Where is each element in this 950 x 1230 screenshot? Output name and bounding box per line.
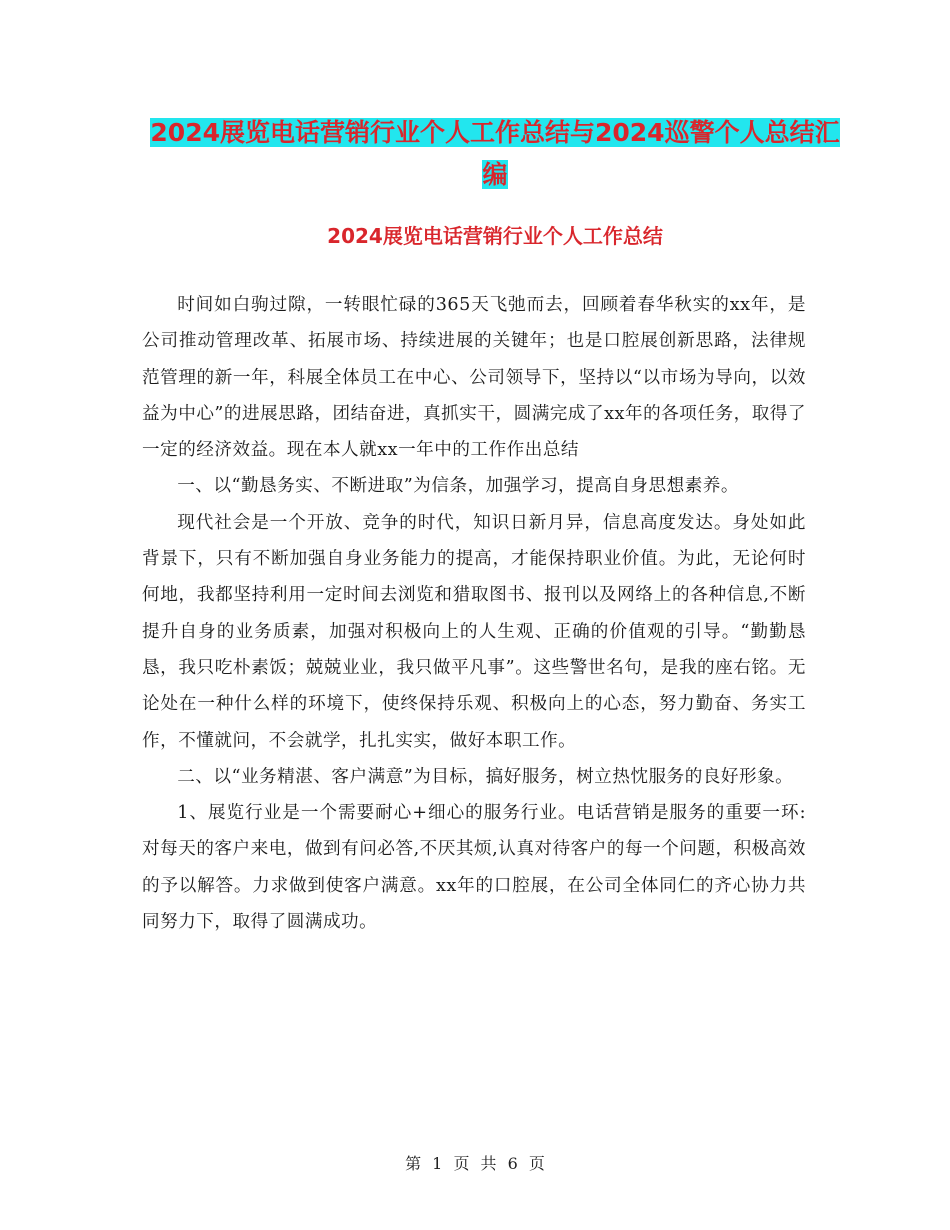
paragraph: 1、展览行业是一个需要耐心+细心的服务行业。电话营销是服务的重要一环:对每天的客户来电，做到有问必答,不厌其烦,认真对待客户的每一个问题，积极高效的予以解答。力求做到使客户满意。xx年的口腔展，在公司全体同仁的齐心协力共同努力下，取得了圆满成功。 <box>142 803 806 933</box>
paragraph: 时间如白驹过隙，一转眼忙碌的365天飞弛而去，回顾着春华秋实的xx年，是公司推动管理改革、拓展市场、持续进展的关键年；也是口腔展创新思路，法律规范管理的新一年，科展全体员工在中心、公司领导下，坚持以“以市场为导向，以效益为中心”的进展思路，团结奋进，真抓实干，圆满完成了xx年的各项任务，取得了一定的经济效益。现在本人就xx一年中的工作作出总结 <box>142 295 806 461</box>
document-title-highlight: 2024展览电话营销行业个人工作总结与2024巡警个人总结汇编 <box>150 118 840 189</box>
paragraph: 二、以“业务精湛、客户满意”为目标，搞好服务，树立热忱服务的良好形象。 <box>177 766 794 787</box>
paragraph: 一、以“勤恳务实、不断进取”为信条，加强学习，提高自身思想素养。 <box>177 476 739 497</box>
document-title <box>140 112 850 196</box>
paragraph: 现代社会是一个开放、竞争的时代，知识日新月异，信息高度发达。身处如此背景下，只有不断加强自身业务能力的提高，才能保持职业价值。为此，无论何时何地，我都坚持利用一定时间去浏览和猎取图书、报刊以及网络上的各种信息,不断提升自身的业务质素，加强对积极向上的人生观、正确的价值观的引导。“勤勤恳恳，我只吃朴素饭；兢兢业业，我只做平凡事”。这些警世名句，是我的座右铭。无论处在一种什么样的环境下，使终保持乐观、积极向上的心态，努力勤奋、务实工作，不懂就问，不会就学，扎扎实实，做好本职工作。 <box>142 512 806 751</box>
document-body <box>142 287 806 940</box>
section-title: 2024展览电话营销行业个人工作总结 <box>327 224 663 248</box>
page-footer: 第 1 页 共 6 页 <box>405 1154 545 1173</box>
